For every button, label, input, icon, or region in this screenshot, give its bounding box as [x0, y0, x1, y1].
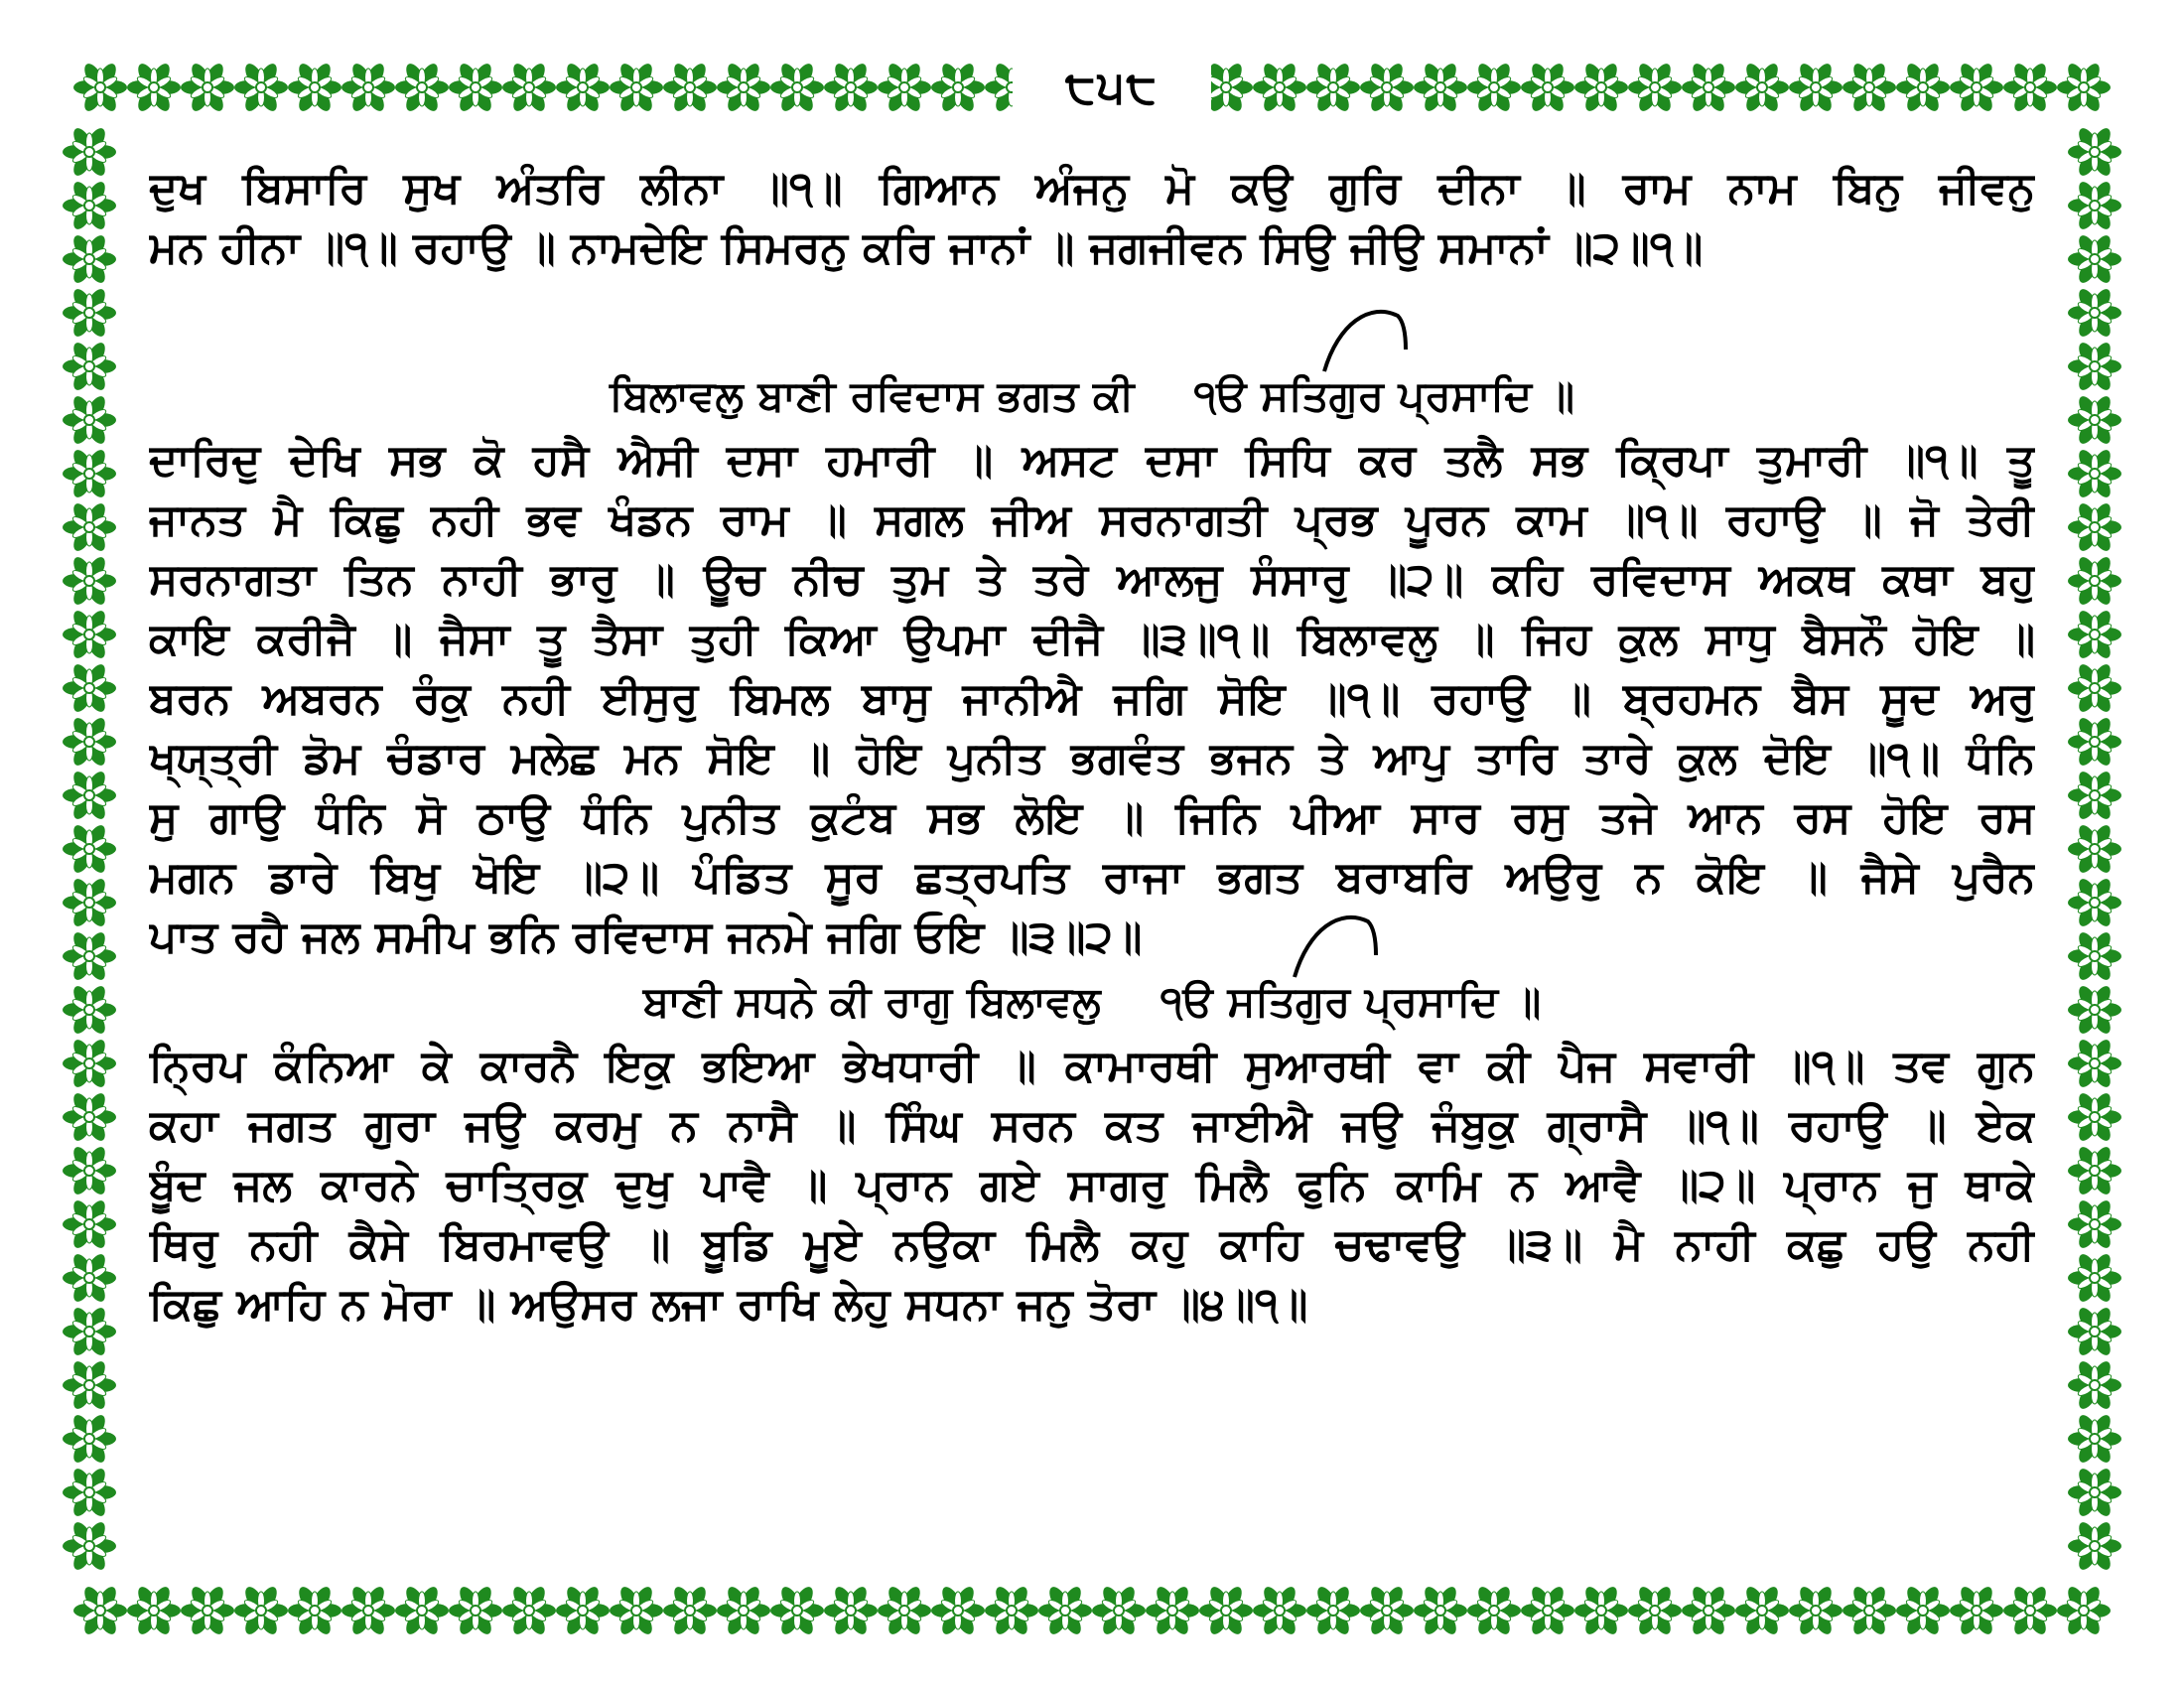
flower-icon: [63, 769, 116, 822]
flower-icon: [2068, 1090, 2121, 1144]
flower-icon: [663, 1584, 717, 1637]
flower-icon: [1628, 1584, 1682, 1637]
flower-icon: [2068, 661, 2121, 715]
flower-icon: [1414, 61, 1467, 114]
flower-icon: [878, 61, 931, 114]
flower-icon: [73, 1584, 127, 1637]
flower-icon: [1253, 61, 1306, 114]
flower-icon: [181, 1584, 234, 1637]
flower-icon: [63, 661, 116, 715]
flower-icon: [63, 500, 116, 554]
flower-icon: [2068, 500, 2121, 554]
flower-icon: [2068, 929, 2121, 983]
flower-icon: [2068, 232, 2121, 286]
flower-icon: [502, 1584, 556, 1637]
flower-icon: [63, 822, 116, 876]
flower-icon: [2068, 769, 2121, 822]
flower-icon: [63, 554, 116, 608]
flower-icon: [1253, 1584, 1306, 1637]
text-line: ਕਿਛੁ ਆਹਿ ਨ ਮੋਰਾ ॥ ਅਉਸਰ ਲਜਾ ਰਾਖਿ ਲੇਹੁ ਸਧਨਾ ਜਨੁ ਤੋਰਾ ॥੪॥੧॥: [149, 1279, 1308, 1330]
flower-icon: [556, 1584, 610, 1637]
flower-icon: [2068, 393, 2121, 447]
flower-icon: [663, 61, 717, 114]
flower-icon: [770, 61, 824, 114]
flower-icon: [395, 61, 449, 114]
flower-icon: [63, 447, 116, 500]
flower-icon: [1467, 1584, 1521, 1637]
flower-icon: [610, 1584, 663, 1637]
flower-icon: [63, 1197, 116, 1251]
flower-icon: [2068, 1144, 2121, 1197]
flower-icon: [73, 61, 127, 114]
page-number-box: [1013, 58, 1211, 117]
flower-icon: [1950, 1584, 2003, 1637]
flower-icon: [2068, 1358, 2121, 1412]
flower-icon: [1950, 61, 2003, 114]
flower-icon: [1843, 1584, 1896, 1637]
flower-icon: [502, 61, 556, 114]
floral-border-bottom: [60, 1581, 2124, 1640]
flower-icon: [1789, 61, 1843, 114]
floral-border-right: [2065, 117, 2124, 1581]
flower-icon: [824, 1584, 878, 1637]
text-line: ਥਿਰੁ ਨਹੀ ਕੈਸੇ ਬਿਰਮਾਵਉ ॥ ਬੂਡਿ ਮੂਏ ਨਉਕਾ ਮਿਲੈ ਕਹੁ ਕਾਹਿ ਚਢਾਵਉ ॥੩॥ ਮੈ ਨਾਹੀ ਕਛੁ ਹਉ ਨਹੀ: [149, 1219, 2035, 1270]
flower-icon: [63, 340, 116, 393]
flower-icon: [63, 393, 116, 447]
flower-icon: [234, 61, 288, 114]
flower-icon: [1521, 1584, 1574, 1637]
flower-icon: [63, 608, 116, 661]
scripture-text: [149, 159, 2035, 1335]
flower-icon: [341, 1584, 395, 1637]
flower-icon: [1467, 61, 1521, 114]
flower-icon: [1735, 1584, 1789, 1637]
flower-icon: [63, 1305, 116, 1358]
text-line: ਮਗਨ ਡਾਰੇ ਬਿਖੁ ਖੋਇ ॥੨॥ ਪੰਡਿਤ ਸੂਰ ਛਤ੍ਰਪਤਿ ਰਾਜਾ ਭਗਤ ਬਰਾਬਰਿ ਅਉਰੁ ਨ ਕੋਇ ॥ ਜੈਸੇ ਪੁਰੈਨ: [149, 852, 2035, 903]
floral-border-left: [60, 117, 119, 1581]
flower-icon: [63, 1251, 116, 1305]
flower-icon: [2003, 61, 2057, 114]
flower-icon: [610, 61, 663, 114]
flower-icon: [63, 876, 116, 929]
flower-icon: [1574, 61, 1628, 114]
flower-icon: [1146, 1584, 1199, 1637]
text-line: ਮਨ ਹੀਨਾ ॥੧॥ ਰਹਾਉ ॥ ਨਾਮਦੇਇ ਸਿਮਰਨੁ ਕਰਿ ਜਾਨਾਂ ॥ ਜਗਜੀਵਨ ਸਿਉ ਜੀਉ ਸਮਾਨਾਂ ॥੨॥੧॥: [149, 222, 1704, 273]
flower-icon: [63, 715, 116, 769]
flower-icon: [1092, 1584, 1146, 1637]
flower-icon: [449, 61, 502, 114]
text-line: ਸੁ ਗਾਉ ਧੰਨਿ ਸੋ ਠਾਉ ਧੰਨਿ ਪੁਨੀਤ ਕੁਟੰਬ ਸਭ ਲੋਇ ॥ ਜਿਨਿ ਪੀਆ ਸਾਰ ਰਸੁ ਤਜੇ ਆਨ ਰਸ ਹੋਇ ਰਸ: [149, 792, 2035, 843]
flower-icon: [1682, 61, 1735, 114]
text-line: ਨ੍ਰਿਪ ਕੰਨਿਆ ਕੇ ਕਾਰਨੈ ਇਕੁ ਭਇਆ ਭੇਖਧਾਰੀ ॥ ਕਾਮਾਰਥੀ ਸੁਆਰਥੀ ਵਾ ਕੀ ਪੈਜ ਸਵਾਰੀ ॥੧॥ ਤਵ ਗੁਨ: [149, 1041, 2035, 1091]
flower-icon: [1521, 61, 1574, 114]
flower-icon: [63, 1090, 116, 1144]
flower-icon: [2068, 876, 2121, 929]
heading-invocation: ੧ੳ ਸਤਿਗੁਰ ਪ੍ਰਸਾਦਿ ॥: [1193, 371, 1574, 420]
flower-icon: [2068, 1037, 2121, 1090]
flower-icon: [2068, 1197, 2121, 1251]
flower-icon: [2068, 608, 2121, 661]
flower-icon: [63, 232, 116, 286]
flower-icon: [127, 61, 181, 114]
flower-icon: [2068, 1305, 2121, 1358]
flower-icon: [1414, 1584, 1467, 1637]
flower-icon: [63, 1037, 116, 1090]
flower-icon: [2068, 1412, 2121, 1466]
flower-icon: [1306, 61, 1360, 114]
ek-onkar-arc-icon: [1320, 304, 1410, 373]
flower-icon: [63, 179, 116, 232]
flower-icon: [2068, 447, 2121, 500]
flower-icon: [127, 1584, 181, 1637]
page-number: ੮੫੮: [1065, 60, 1159, 113]
flower-icon: [63, 286, 116, 340]
flower-icon: [2068, 286, 2121, 340]
flower-icon: [341, 61, 395, 114]
flower-icon: [63, 1144, 116, 1197]
flower-icon: [1682, 1584, 1735, 1637]
flower-icon: [1306, 1584, 1360, 1637]
flower-icon: [1360, 61, 1414, 114]
flower-icon: [2068, 554, 2121, 608]
flower-icon: [985, 1584, 1038, 1637]
text-line: ਬਰਨ ਅਬਰਨ ਰੰਕੁ ਨਹੀ ਈਸੁਰੁ ਬਿਮਲ ਬਾਸੁ ਜਾਨੀਐ ਜਗਿ ਸੋਇ ॥੧॥ ਰਹਾਉ ॥ ਬ੍ਰਹਮਨ ਬੈਸ ਸੂਦ ਅਰੁ: [149, 673, 2035, 724]
flower-icon: [395, 1584, 449, 1637]
flower-icon: [2068, 125, 2121, 179]
flower-icon: [2068, 715, 2121, 769]
flower-icon: [931, 1584, 985, 1637]
text-line: ਸਰਨਾਗਤਾ ਤਿਨ ਨਾਹੀ ਭਾਰੁ ॥ ਊਚ ਨੀਚ ਤੁਮ ਤੇ ਤਰੇ ਆਲਜੁ ਸੰਸਾਰੁ ॥੨॥ ਕਹਿ ਰਵਿਦਾਸ ਅਕਥ ਕਥਾ ਬਹੁ: [149, 554, 2035, 605]
text-line: ਕਾਇ ਕਰੀਜੈ ॥ ਜੈਸਾ ਤੂ ਤੈਸਾ ਤੁਹੀ ਕਿਆ ਉਪਮਾ ਦੀਜੈ ॥੩॥੧॥ ਬਿਲਾਵਲੁ ॥ ਜਿਹ ਕੁਲ ਸਾਧੁ ਬੈਸਨੌ ਹੋਇ ॥: [149, 614, 2035, 664]
flower-icon: [449, 1584, 502, 1637]
text-line: ਜਾਨਤ ਮੈ ਕਿਛੁ ਨਹੀ ਭਵ ਖੰਡਨ ਰਾਮ ॥ ਸਗਲ ਜੀਅ ਸਰਨਾਗਤੀ ਪ੍ਰਭ ਪੂਰਨ ਕਾਮ ॥੧॥ ਰਹਾਉ ॥ ਜੋ ਤੇਰੀ: [149, 494, 2035, 545]
flower-icon: [1628, 61, 1682, 114]
text-line: ਖ੍ਯ੍ਤ੍ਰੀ ਡੋਮ ਚੰਡਾਰ ਮਲੇਛ ਮਨ ਸੋਇ ॥ ਹੋਇ ਪੁਨੀਤ ਭਗਵੰਤ ਭਜਨ ਤੇ ਆਪੁ ਤਾਰਿ ਤਾਰੇ ਕੁਲ ਦੋਇ ॥੧॥ ਧੰਨਿ: [149, 733, 2035, 783]
flower-icon: [717, 1584, 770, 1637]
flower-icon: [1360, 1584, 1414, 1637]
ek-onkar-arc-icon: [1291, 910, 1380, 979]
heading-title: ਬਾਣੀ ਸਧਨੇ ਕੀ ਰਾਗੁ ਬਿਲਾਵਲੁ: [642, 977, 1101, 1026]
text-line: ਬੂੰਦ ਜਲ ਕਾਰਨੇ ਚਾਤ੍ਰਿਕੁ ਦੁਖੁ ਪਾਵੈ ॥ ਪ੍ਰਾਨ ਗਏ ਸਾਗਰੁ ਮਿਲੈ ਫੁਨਿ ਕਾਮਿ ਨ ਆਵੈ ॥੨॥ ਪ੍ਰਾਨ ਜੁ ਥਾਕੇ: [149, 1160, 2035, 1210]
flower-icon: [1843, 61, 1896, 114]
flower-icon: [556, 61, 610, 114]
flower-icon: [878, 1584, 931, 1637]
flower-icon: [288, 61, 341, 114]
flower-icon: [63, 1412, 116, 1466]
flower-icon: [2068, 340, 2121, 393]
text-line: ਦੁਖ ਬਿਸਾਰਿ ਸੁਖ ਅੰਤਰਿ ਲੀਨਾ ॥੧॥ ਗਿਆਨ ਅੰਜਨੁ ਮੋ ਕਉ ਗੁਰਿ ਦੀਨਾ ॥ ਰਾਮ ਨਾਮ ਬਿਨੁ ਜੀਵਨੁ: [149, 163, 2035, 213]
flower-icon: [2068, 822, 2121, 876]
flower-icon: [2057, 61, 2111, 114]
section-heading-ravidas: [149, 361, 2035, 431]
flower-icon: [1735, 61, 1789, 114]
text-line: ਕਹਾ ਜਗਤ ਗੁਰਾ ਜਉ ਕਰਮੁ ਨ ਨਾਸੈ ॥ ਸਿੰਘ ਸਰਨ ਕਤ ਜਾਈਐ ਜਉ ਜੰਬੁਕੁ ਗ੍ਰਾਸੈ ॥੧॥ ਰਹਾਉ ॥ ਏਕ: [149, 1100, 2035, 1151]
flower-icon: [1199, 1584, 1253, 1637]
flower-icon: [2003, 1584, 2057, 1637]
flower-icon: [63, 929, 116, 983]
flower-icon: [931, 61, 985, 114]
flower-icon: [1896, 1584, 1950, 1637]
flower-icon: [63, 983, 116, 1037]
flower-icon: [63, 125, 116, 179]
flower-icon: [2068, 1519, 2121, 1573]
flower-icon: [1038, 1584, 1092, 1637]
flower-icon: [288, 1584, 341, 1637]
flower-icon: [1896, 61, 1950, 114]
flower-icon: [2068, 179, 2121, 232]
text-line: ਦਾਰਿਦੁ ਦੇਖਿ ਸਭ ਕੋ ਹਸੈ ਐਸੀ ਦਸਾ ਹਮਾਰੀ ॥ ਅਸਟ ਦਸਾ ਸਿਧਿ ਕਰ ਤਲੈ ਸਭ ਕ੍ਰਿਪਾ ਤੁਮਾਰੀ ॥੧॥ ਤੂ: [149, 435, 2035, 486]
flower-icon: [824, 61, 878, 114]
flower-icon: [234, 1584, 288, 1637]
flower-icon: [2068, 1251, 2121, 1305]
section-heading-sadhna: [149, 967, 2035, 1037]
heading-invocation: ੧ੳ ਸਤਿਗੁਰ ਪ੍ਰਸਾਦਿ ॥: [1160, 977, 1542, 1026]
flower-icon: [63, 1519, 116, 1573]
flower-icon: [2057, 1584, 2111, 1637]
flower-icon: [2068, 1466, 2121, 1519]
flower-icon: [770, 1584, 824, 1637]
heading-title: ਬਿਲਾਵਲੁ ਬਾਣੀ ਰਵਿਦਾਸ ਭਗਤ ਕੀ: [610, 371, 1135, 420]
flower-icon: [717, 61, 770, 114]
flower-icon: [2068, 983, 2121, 1037]
flower-icon: [63, 1358, 116, 1412]
text-line: ਪਾਤ ਰਹੈ ਜਲ ਸਮੀਪ ਭਨਿ ਰਵਿਦਾਸ ਜਨਮੇ ਜਗਿ ਓਇ ॥੩॥੨॥: [149, 912, 1143, 962]
flower-icon: [63, 1466, 116, 1519]
flower-icon: [1789, 1584, 1843, 1637]
flower-icon: [181, 61, 234, 114]
flower-icon: [1574, 1584, 1628, 1637]
